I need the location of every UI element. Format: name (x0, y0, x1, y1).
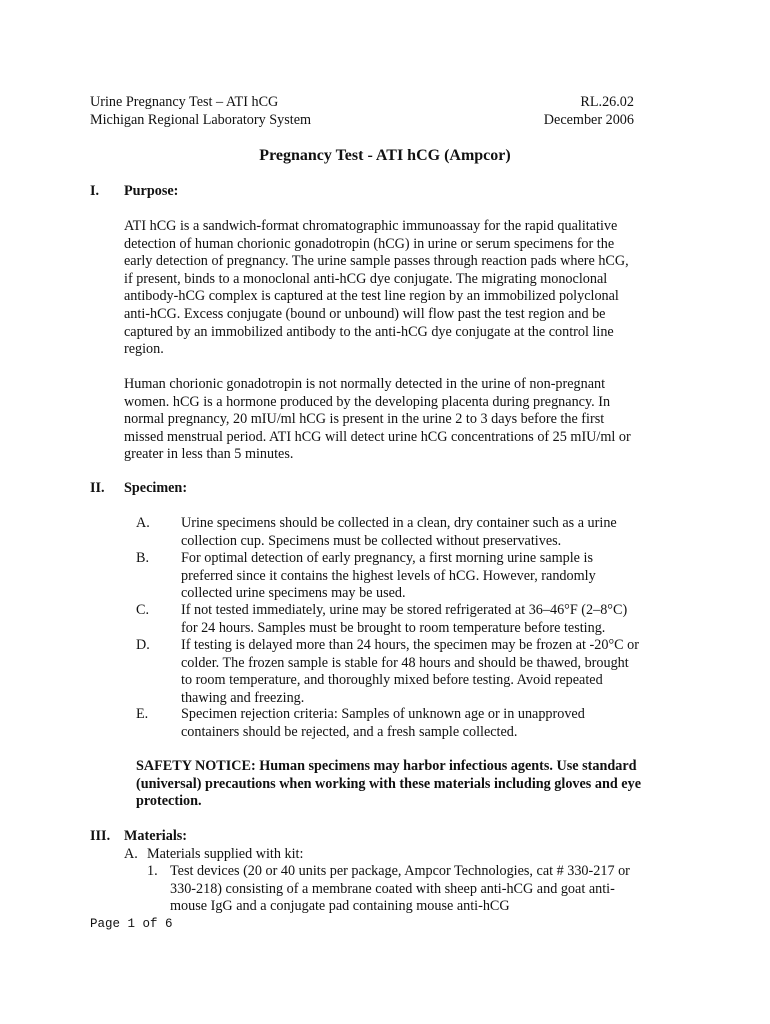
text-line: 330-218) consisting of a membrane coated with sheep anti-hCG and goat anti- (170, 880, 615, 897)
text-line: captured by an immobilized antibody to the anti-hCG dye conjugate at the control line (124, 323, 614, 340)
text-line: For optimal detection of early pregnancy, a first morning urine sample is (181, 550, 593, 566)
text-line: early detection of pregnancy. The urine sample passes through reaction pads where hCG, (124, 253, 629, 270)
purpose-paragraph-1 (124, 218, 680, 359)
materials-sub-a-label: A. (124, 846, 138, 862)
section-number-purpose: I. (90, 183, 100, 199)
item-text (181, 515, 691, 550)
text-line: thawing and freezing. (181, 689, 305, 706)
section-heading-materials: Materials: (124, 828, 188, 844)
header-doc-date: December 2006 (543, 112, 634, 128)
text-line: colder. The frozen sample is stable for 48 hours and should be thawed, brought (181, 654, 629, 671)
item-text (181, 637, 691, 707)
section-heading-specimen: Specimen: (124, 480, 188, 496)
page-title: Pregnancy Test - ATI hCG (Ampcor) (259, 147, 511, 164)
text-line: greater in less than 5 minutes. (124, 446, 294, 463)
text-line: SAFETY NOTICE: Human specimens may harbor infectious agents. Use standard (136, 758, 637, 774)
materials-sub-a-text: Materials supplied with kit: (147, 846, 304, 862)
materials-item-1-label: 1. (147, 863, 158, 879)
text-line: women. hCG is a hormone produced by the developing placenta during pregnancy. In (124, 393, 611, 410)
text-line: anti-hCG. Excess conjugate (bound or unbound) will flow past the test region and be (124, 305, 606, 322)
text-line: region. (124, 341, 164, 358)
text-line: (universal) precautions when working with these materials including gloves and eye (136, 775, 641, 792)
text-line: if present, binds to a monoclonal anti-hCG dye conjugate. The migrating monoclonal (124, 270, 608, 287)
text-line: preferred since it contains the highest levels of hCG. However, randomly (181, 567, 596, 584)
text-line: Human chorionic gonadotropin is not normally detected in the urine of non-pregnant (124, 376, 606, 392)
text-line: Specimen rejection criteria: Samples of unknown age or in unapproved (181, 706, 585, 722)
text-line: containers should be rejected, and a fresh sample collected. (181, 723, 518, 740)
text-line: If testing is delayed more than 24 hours, the specimen may be frozen at -20°C or (181, 637, 639, 653)
header-doc-name: Urine Pregnancy Test – ATI hCG (90, 94, 279, 110)
section-heading-purpose: Purpose: (124, 183, 179, 199)
text-line: missed menstrual period. ATI hCG will detect urine hCG concentrations of 25 mIU/ml or (124, 428, 631, 445)
text-line: If not tested immediately, urine may be stored refrigerated at 36–46°F (2–8°C) (181, 602, 628, 618)
text-line: collected urine specimens may be used. (181, 585, 406, 602)
header-org-name: Michigan Regional Laboratory System (90, 112, 312, 128)
purpose-paragraph-2 (124, 376, 680, 464)
text-line: antibody-hCG complex is captured at the test line region by an immobilized polyclonal (124, 288, 619, 305)
item-text (181, 602, 691, 637)
item-text (181, 550, 691, 603)
section-number-materials: III. (90, 828, 111, 844)
page-footer: Page 1 of 6 (90, 917, 173, 931)
item-label: A. (136, 515, 150, 531)
item-label: E. (136, 706, 149, 722)
text-line: protection. (136, 793, 202, 810)
item-label: C. (136, 602, 150, 618)
safety-notice (136, 758, 696, 811)
item-label: D. (136, 637, 150, 653)
section-number-specimen: II. (90, 480, 105, 496)
text-line: for 24 hours. Samples must be brought to room temperature before testing. (181, 619, 606, 636)
text-line: collection cup. Specimens must be collected without preservatives. (181, 532, 562, 549)
text-line: Urine specimens should be collected in a clean, dry container such as a urine (181, 515, 617, 531)
text-line: normal pregnancy, 20 mIU/ml hCG is present in the urine 2 to 3 days before the first (124, 411, 605, 428)
text-line: ATI hCG is a sandwich-format chromatographic immunoassay for the rapid qualitative (124, 218, 618, 234)
item-text (181, 706, 691, 741)
item-label: B. (136, 550, 150, 566)
materials-item-1-text (170, 863, 630, 916)
text-line: mouse IgG and a conjugate pad containing mouse anti-hCG (170, 898, 510, 915)
text-line: detection of human chorionic gonadotropin (hCG) in urine or serum specimens for the (124, 235, 615, 252)
text-line: to room temperature, and thoroughly mixed before testing. Avoid repeated (181, 672, 603, 689)
text-line: Test devices (20 or 40 units per package, Ampcor Technologies, cat # 330-217 or (170, 863, 630, 879)
header-doc-code: RL.26.02 (580, 94, 634, 110)
